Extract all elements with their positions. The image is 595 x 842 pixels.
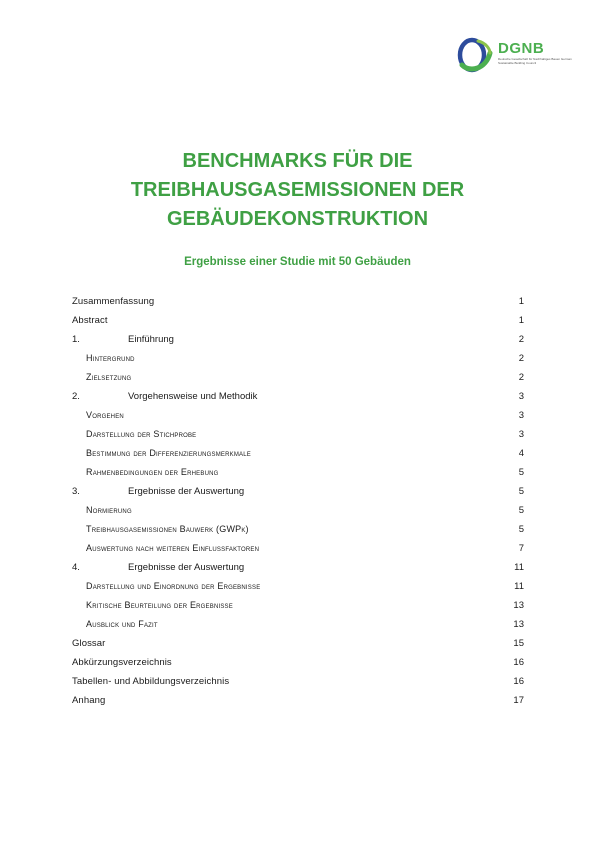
logo-wordmark: DGNB bbox=[498, 40, 545, 57]
toc-entry[interactable] bbox=[72, 387, 524, 406]
toc-entry-label: Darstellung der Stichprobe bbox=[86, 429, 197, 439]
toc-page-number: 7 bbox=[518, 543, 524, 554]
toc-page-number: 13 bbox=[513, 619, 524, 630]
toc-entry[interactable] bbox=[72, 501, 524, 520]
toc-entry-label: Bestimmung der Differenzierungsmerkmale bbox=[86, 448, 251, 458]
toc-entry-label: Glossar bbox=[72, 638, 106, 649]
toc-entry-label: Zielsetzung bbox=[86, 372, 132, 382]
toc-entry[interactable] bbox=[72, 482, 524, 501]
toc-entry[interactable] bbox=[72, 311, 524, 330]
toc-page-number: 16 bbox=[513, 676, 524, 687]
toc-entry-label: Einführung bbox=[128, 334, 174, 345]
toc-entry[interactable] bbox=[72, 463, 524, 482]
toc-page-number: 5 bbox=[518, 505, 524, 516]
toc-entry-label: Ergebnisse der Auswertung bbox=[128, 562, 245, 573]
toc-page-number: 11 bbox=[514, 562, 524, 573]
toc-page-number: 2 bbox=[518, 334, 524, 345]
toc-page-number: 15 bbox=[513, 638, 524, 649]
toc-page-number: 1 bbox=[518, 315, 524, 326]
toc-entry[interactable] bbox=[72, 425, 524, 444]
toc-page-number: 3 bbox=[518, 410, 524, 421]
toc-entry-label: Abstract bbox=[72, 315, 108, 326]
dgnb-emblem-icon bbox=[456, 35, 496, 75]
toc-entry[interactable] bbox=[72, 368, 524, 387]
toc-entry[interactable] bbox=[72, 558, 524, 577]
logo-subtext: Deutsche Gesellschaft für Nachhaltiges Bauen German Sustainable Building Council bbox=[498, 57, 572, 65]
toc-page-number: 13 bbox=[513, 600, 524, 611]
toc-page-number: 4 bbox=[518, 448, 524, 459]
toc-page-number: 16 bbox=[513, 657, 524, 668]
title-line: GEBÄUDEKONSTRUKTION bbox=[166, 208, 429, 230]
toc-entry-label: Tabellen- und Abbildungsverzeichnis bbox=[72, 676, 230, 687]
toc-entry[interactable] bbox=[72, 292, 524, 311]
toc-entry-label: Ergebnisse der Auswertung bbox=[128, 486, 245, 497]
toc-chapter-number: 3. bbox=[72, 486, 80, 497]
title-line: TREIBHAUSGASEMISSIONEN DER bbox=[130, 179, 465, 201]
toc-page-number: 2 bbox=[518, 353, 524, 364]
toc-entry[interactable] bbox=[72, 577, 524, 596]
toc-entry-label: Rahmenbedingungen der Erhebung bbox=[86, 467, 219, 477]
toc-page-number: 2 bbox=[518, 372, 524, 383]
toc-entry-label: Vorgehen bbox=[86, 410, 124, 420]
toc-entry[interactable] bbox=[72, 691, 524, 710]
toc-entry[interactable] bbox=[72, 520, 524, 539]
title-line: BENCHMARKS FÜR DIE bbox=[182, 150, 413, 172]
toc-entry[interactable] bbox=[72, 444, 524, 463]
toc-page-number: 5 bbox=[518, 467, 524, 478]
toc-entry[interactable] bbox=[72, 672, 524, 691]
toc-chapter-number: 1. bbox=[72, 334, 80, 345]
toc-entry-label: Ausblick und Fazit bbox=[86, 619, 158, 629]
toc-entry[interactable] bbox=[72, 653, 524, 672]
toc-page-number: 1 bbox=[518, 296, 524, 307]
toc-entry-label: Hintergrund bbox=[86, 353, 135, 363]
toc-page-number: 3 bbox=[518, 391, 524, 402]
toc-page-number: 5 bbox=[518, 486, 524, 497]
toc-entry-label: Treibhausgasemissionen Bauwerk (GWPk) bbox=[86, 524, 249, 534]
toc-entry[interactable] bbox=[72, 406, 524, 425]
toc-entry-label: Vorgehensweise und Methodik bbox=[128, 391, 258, 402]
toc-entry-label: Auswertung nach weiteren Einflussfaktoren bbox=[86, 543, 260, 553]
toc-entry[interactable] bbox=[72, 615, 524, 634]
toc-entry[interactable] bbox=[72, 349, 524, 368]
document-subtitle: Ergebnisse einer Studie mit 50 Gebäuden bbox=[184, 256, 411, 268]
toc-entry-label: Zusammenfassung bbox=[72, 296, 155, 307]
toc-chapter-number: 2. bbox=[72, 391, 80, 402]
toc-chapter-number: 4. bbox=[72, 562, 80, 573]
document-title bbox=[0, 147, 595, 234]
toc-entry-label: Abkürzungsverzeichnis bbox=[72, 657, 172, 668]
toc-page-number: 3 bbox=[518, 429, 524, 440]
toc-page-number: 11 bbox=[514, 581, 524, 592]
toc-entry[interactable] bbox=[72, 539, 524, 558]
toc-page-number: 5 bbox=[518, 524, 524, 535]
table-of-contents bbox=[72, 292, 524, 710]
toc-page-number: 17 bbox=[513, 695, 524, 706]
toc-entry-label: Darstellung und Einordnung der Ergebnisse bbox=[86, 581, 261, 591]
toc-entry[interactable] bbox=[72, 596, 524, 615]
toc-entry-label: Anhang bbox=[72, 695, 106, 706]
dgnb-logo bbox=[456, 35, 574, 75]
toc-entry-label: Kritische Beurteilung der Ergebnisse bbox=[86, 600, 233, 610]
toc-entry[interactable] bbox=[72, 330, 524, 349]
toc-entry[interactable] bbox=[72, 634, 524, 653]
toc-entry-label: Normierung bbox=[86, 505, 132, 515]
